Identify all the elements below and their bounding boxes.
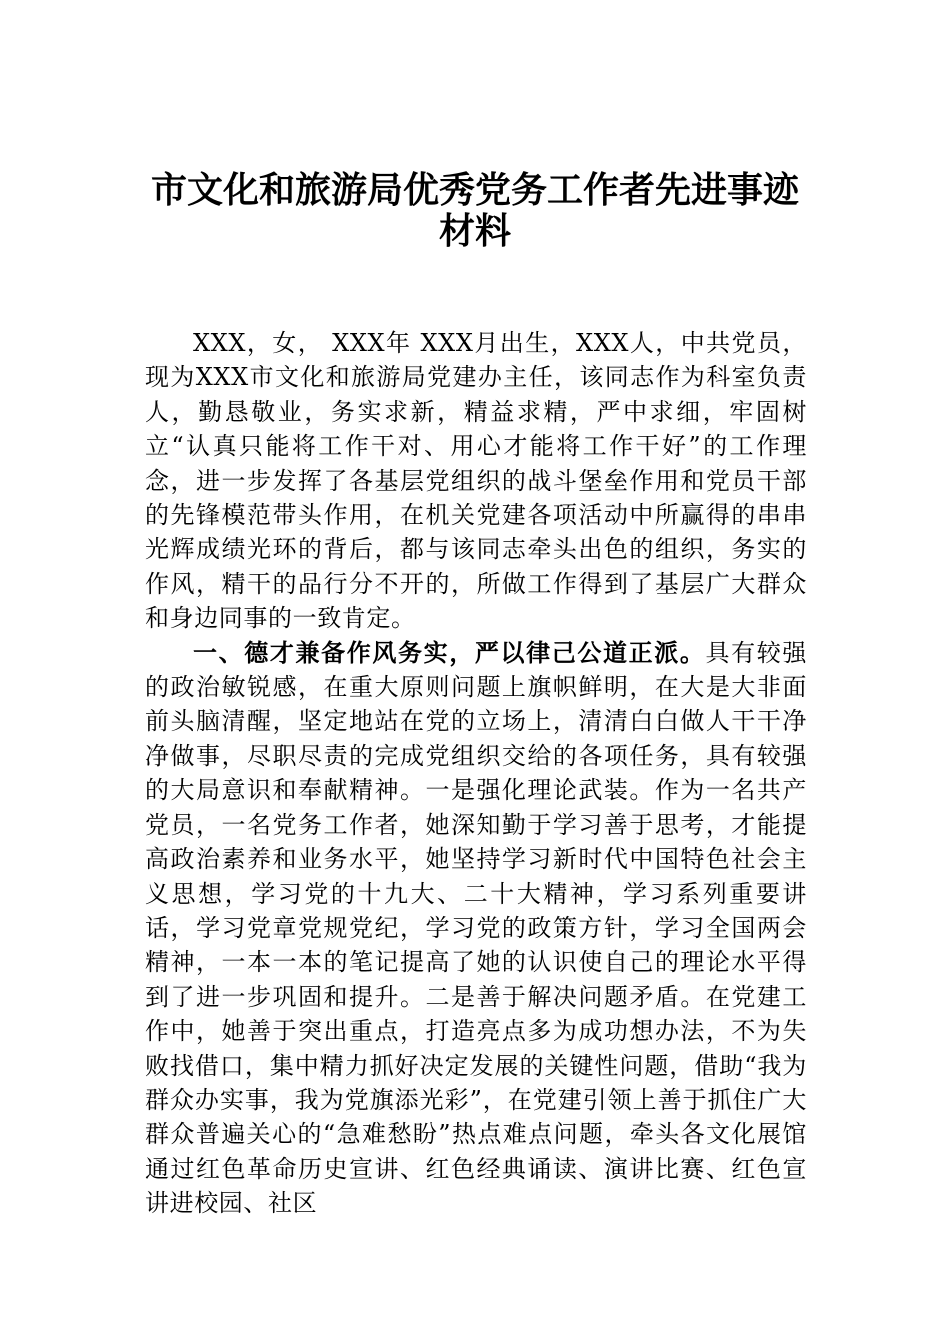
intro-paragraph: XXX，女， XXX年 XXX月出生，XXX人，中共党员，现为XXX市文化和旅游局党建办主任，该同志作为科室负责人，勤恳敬业，务实求新，精益求精，严中求细，牢固树立“认真只能将工作干对、用心才能将工作干好”的工作理念，进一步发挥了各基层党组织的战斗堡垒作用和党员干部的先锋模范带头作用，在机关党建各项活动中所赢得的串串光辉成绩光环的背后，都与该同志牵头出色的组织，务实的作风，精干的品行分不开的，所做工作得到了基层广大群众和身边同事的一致肯定。 xyxy=(145,329,807,633)
section1-body: 具有较强的政治敏锐感，在重大原则问题上旗帜鲜明，在大是大非面前头脑清醒，坚定地站在党的立场上，清清白白做人干干净净做事，尽职尽责的完成党组织交给的各项任务，具有较强的大局意识和奉献精神。一是强化理论武装。作为一名共产党员，一名党务工作者，她深知勤于学习善于思考，才能提高政治素养和业务水平，她坚持学习新时代中国特色社会主义思想，学习党的十九大、二十大精神，学习系列重要讲话，学习党章党规党纪，学习党的政策方针，学习全国两会精神，一本一本的笔记提高了她的认识使自己的理论水平得到了进一步巩固和提升。二是善于解决问题矛盾。在党建工作中，她善于突出重点，打造亮点多为成功想办法，不为失败找借口，集中精力抓好决定发展的关键性问题，借助“我为群众办实事，我为党旗添光彩”，在党建引领上善于抓住广大群众普遍关心的“急难愁盼”热点难点问题，牵头各文化展馆通过红色革命历史宣讲、红色经典诵读、演讲比赛、红色宣讲进校园、社区 xyxy=(145,638,807,1218)
section1-heading: 一、德才兼备作风务实，严以律己公道正派。 xyxy=(193,637,706,667)
document-title-line1: 市文化和旅游局优秀党务工作者先进事迹 xyxy=(150,169,799,211)
section1-paragraph xyxy=(145,636,807,1221)
document-title-line2: 材料 xyxy=(438,210,511,252)
document-body xyxy=(145,326,807,1221)
